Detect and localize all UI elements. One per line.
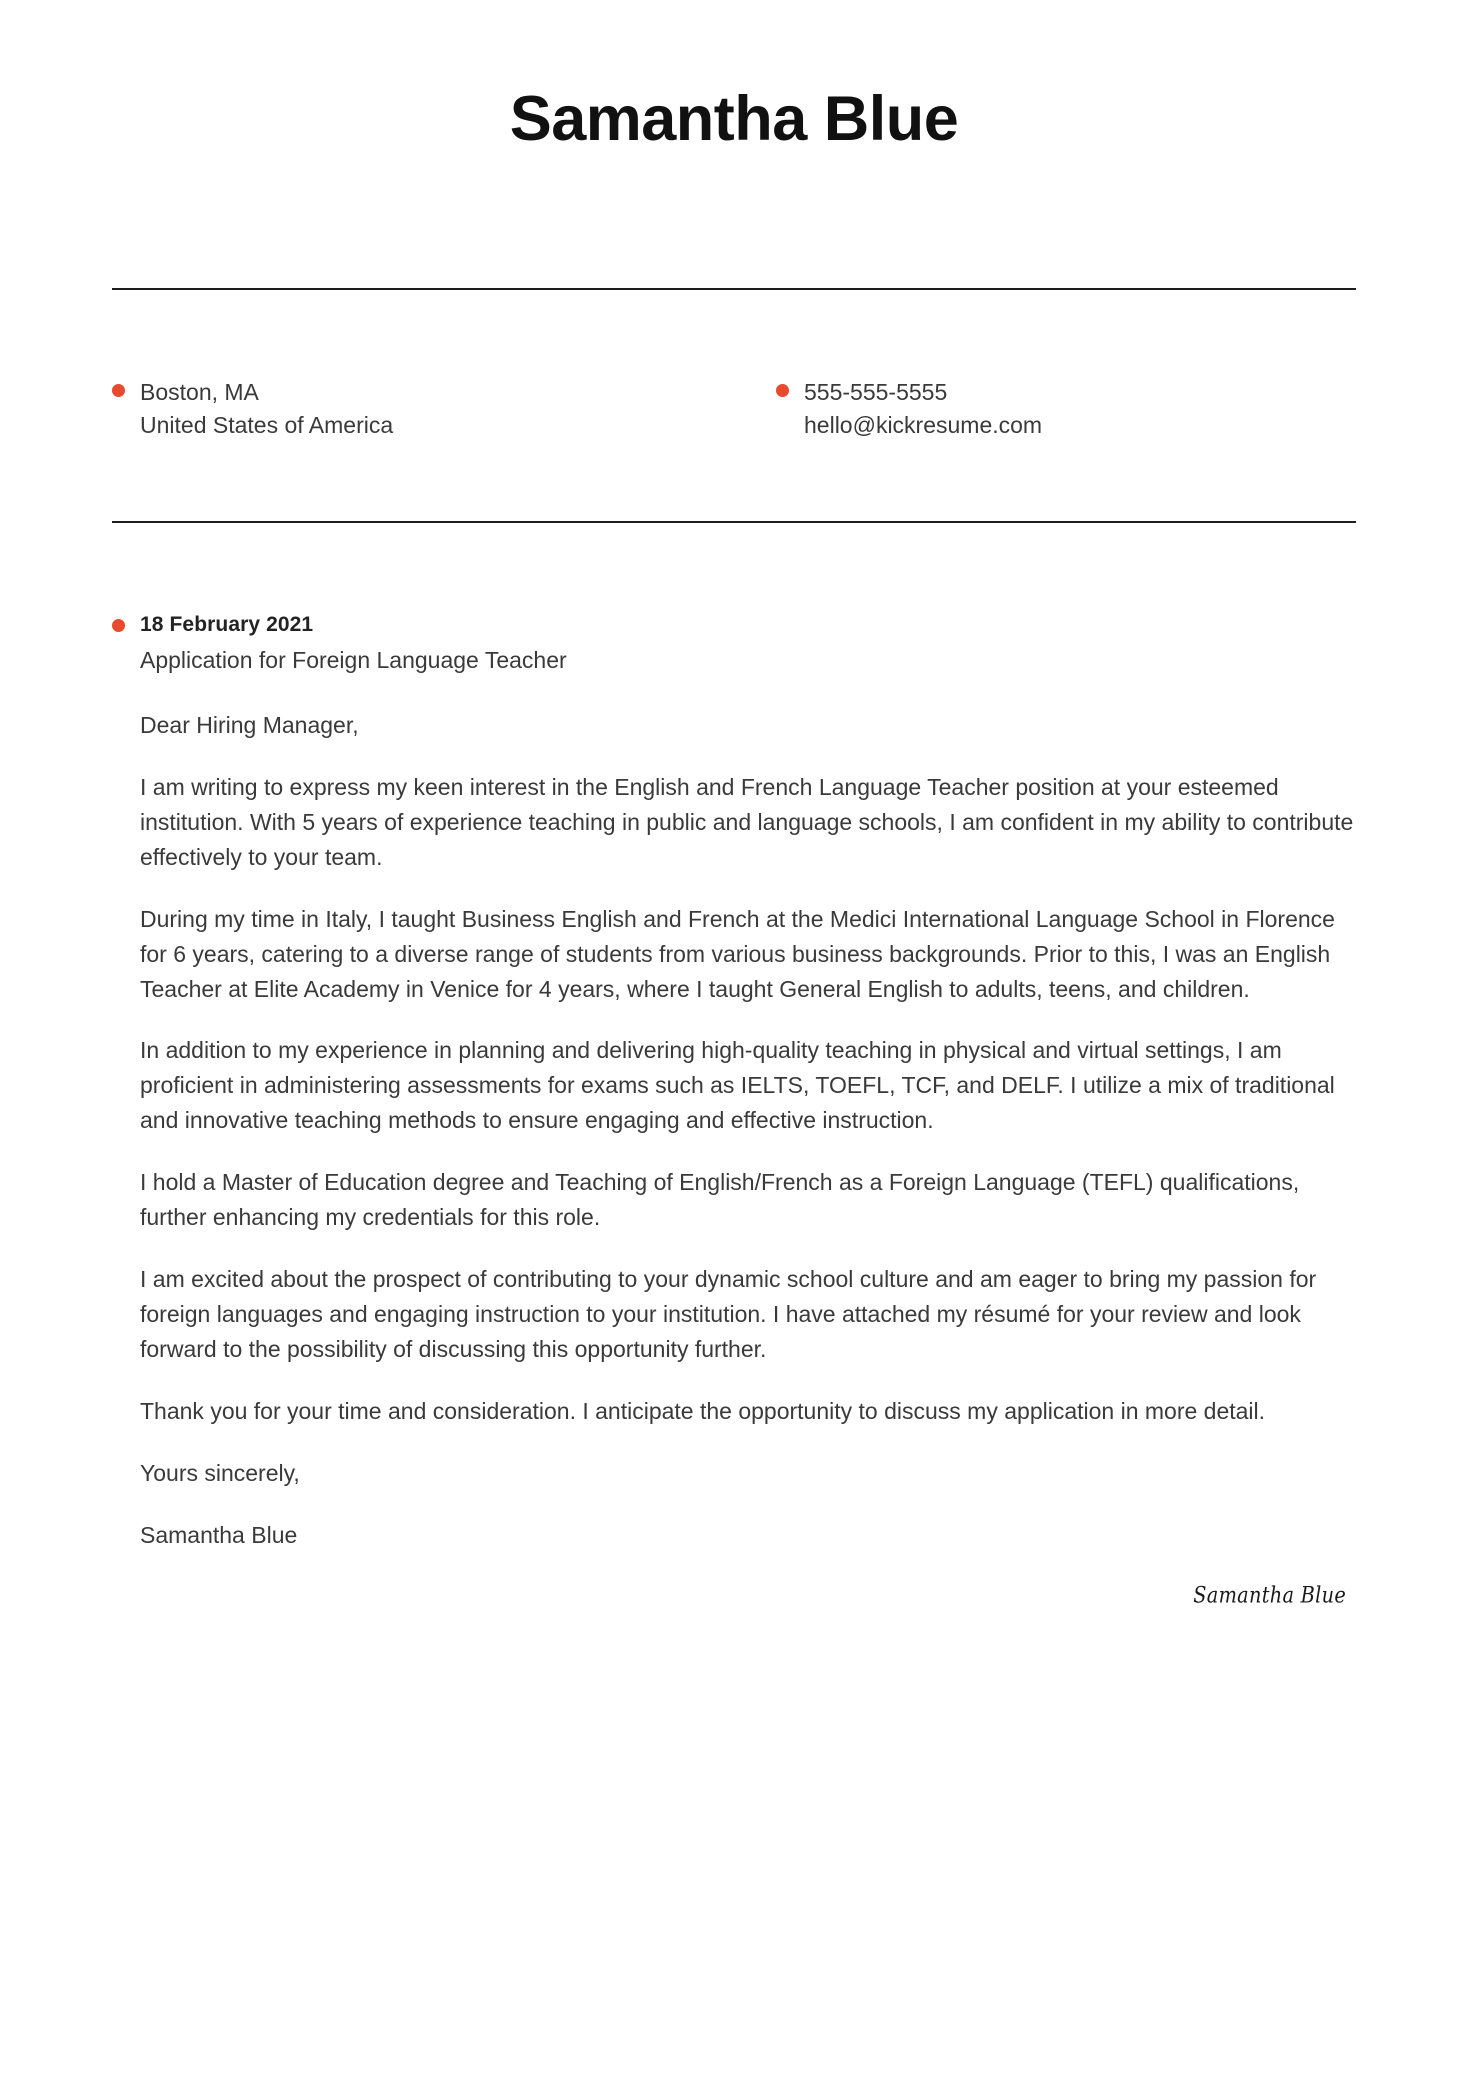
bullet-dot-icon xyxy=(776,384,789,397)
contact-phone[interactable]: 555-555-5555 xyxy=(804,379,948,405)
letter-paragraph: I hold a Master of Education degree and Teaching of English/French as a Foreign Language (TEFL) qualifications, further enhancing my credentials for this role. xyxy=(140,1169,1300,1231)
letter-date: 18 February 2021 xyxy=(140,613,314,636)
contact-email[interactable]: hello@kickresume.com xyxy=(804,411,1043,438)
bullet-dot-icon xyxy=(112,384,125,397)
letter-paragraph: During my time in Italy, I taught Business English and French at the Medici International Language School in Florence for 6 years, catering to a diverse range of students from various business backgrounds. Prior to this, I was an English Teacher at Elite Academy in Venice for 4 years, where I taught General English to adults, teens, and children. xyxy=(140,905,1335,1002)
letter-closing: Yours sincerely, xyxy=(140,1460,300,1487)
divider-bottom xyxy=(112,521,1356,523)
contact-city: Boston, MA xyxy=(140,379,259,405)
signature: Samantha Blue xyxy=(1193,1582,1346,1608)
contact-location xyxy=(112,376,692,441)
letter-paragraph: I am writing to express my keen interest in the English and French Language Teacher position at your esteemed institution. With 5 years of experience teaching in public and language schools, I am confident in my ability to contribute effectively to your team. xyxy=(140,773,1354,870)
contact-reach xyxy=(692,376,1356,441)
letter-paragraph: In addition to my experience in planning and delivering high-quality teaching in physical and virtual settings, I am proficient in administering assessments for exams such as IELTS, TOEFL, TCF, and DELF. I utilize a mix of traditional and innovative teaching methods to ensure engaging and effective instruction. xyxy=(140,1037,1335,1134)
letter-content xyxy=(140,708,1360,1553)
letter-header xyxy=(0,0,1468,152)
letter-subject: Application for Foreign Language Teacher xyxy=(140,647,567,674)
page-title: Samantha Blue xyxy=(509,84,959,154)
letter-meta xyxy=(112,610,1360,678)
letter-salutation: Dear Hiring Manager, xyxy=(140,711,359,738)
letter-paragraph: I am excited about the prospect of contributing to your dynamic school culture and am eager to bring my passion for foreign languages and engaging instruction to your institution. I have attached my résumé for your review and look forward to the possibility of discussing this opportunity further. xyxy=(140,1266,1317,1363)
bullet-dot-icon xyxy=(112,619,125,632)
letter-paragraph: Thank you for your time and consideration. I anticipate the opportunity to discuss my application in more detail. xyxy=(140,1398,1266,1425)
contact-block xyxy=(112,376,1356,441)
contact-country: United States of America xyxy=(140,411,394,438)
divider-top xyxy=(112,288,1356,290)
letter-body xyxy=(112,610,1360,1580)
letter-sender-name: Samantha Blue xyxy=(140,1521,298,1548)
